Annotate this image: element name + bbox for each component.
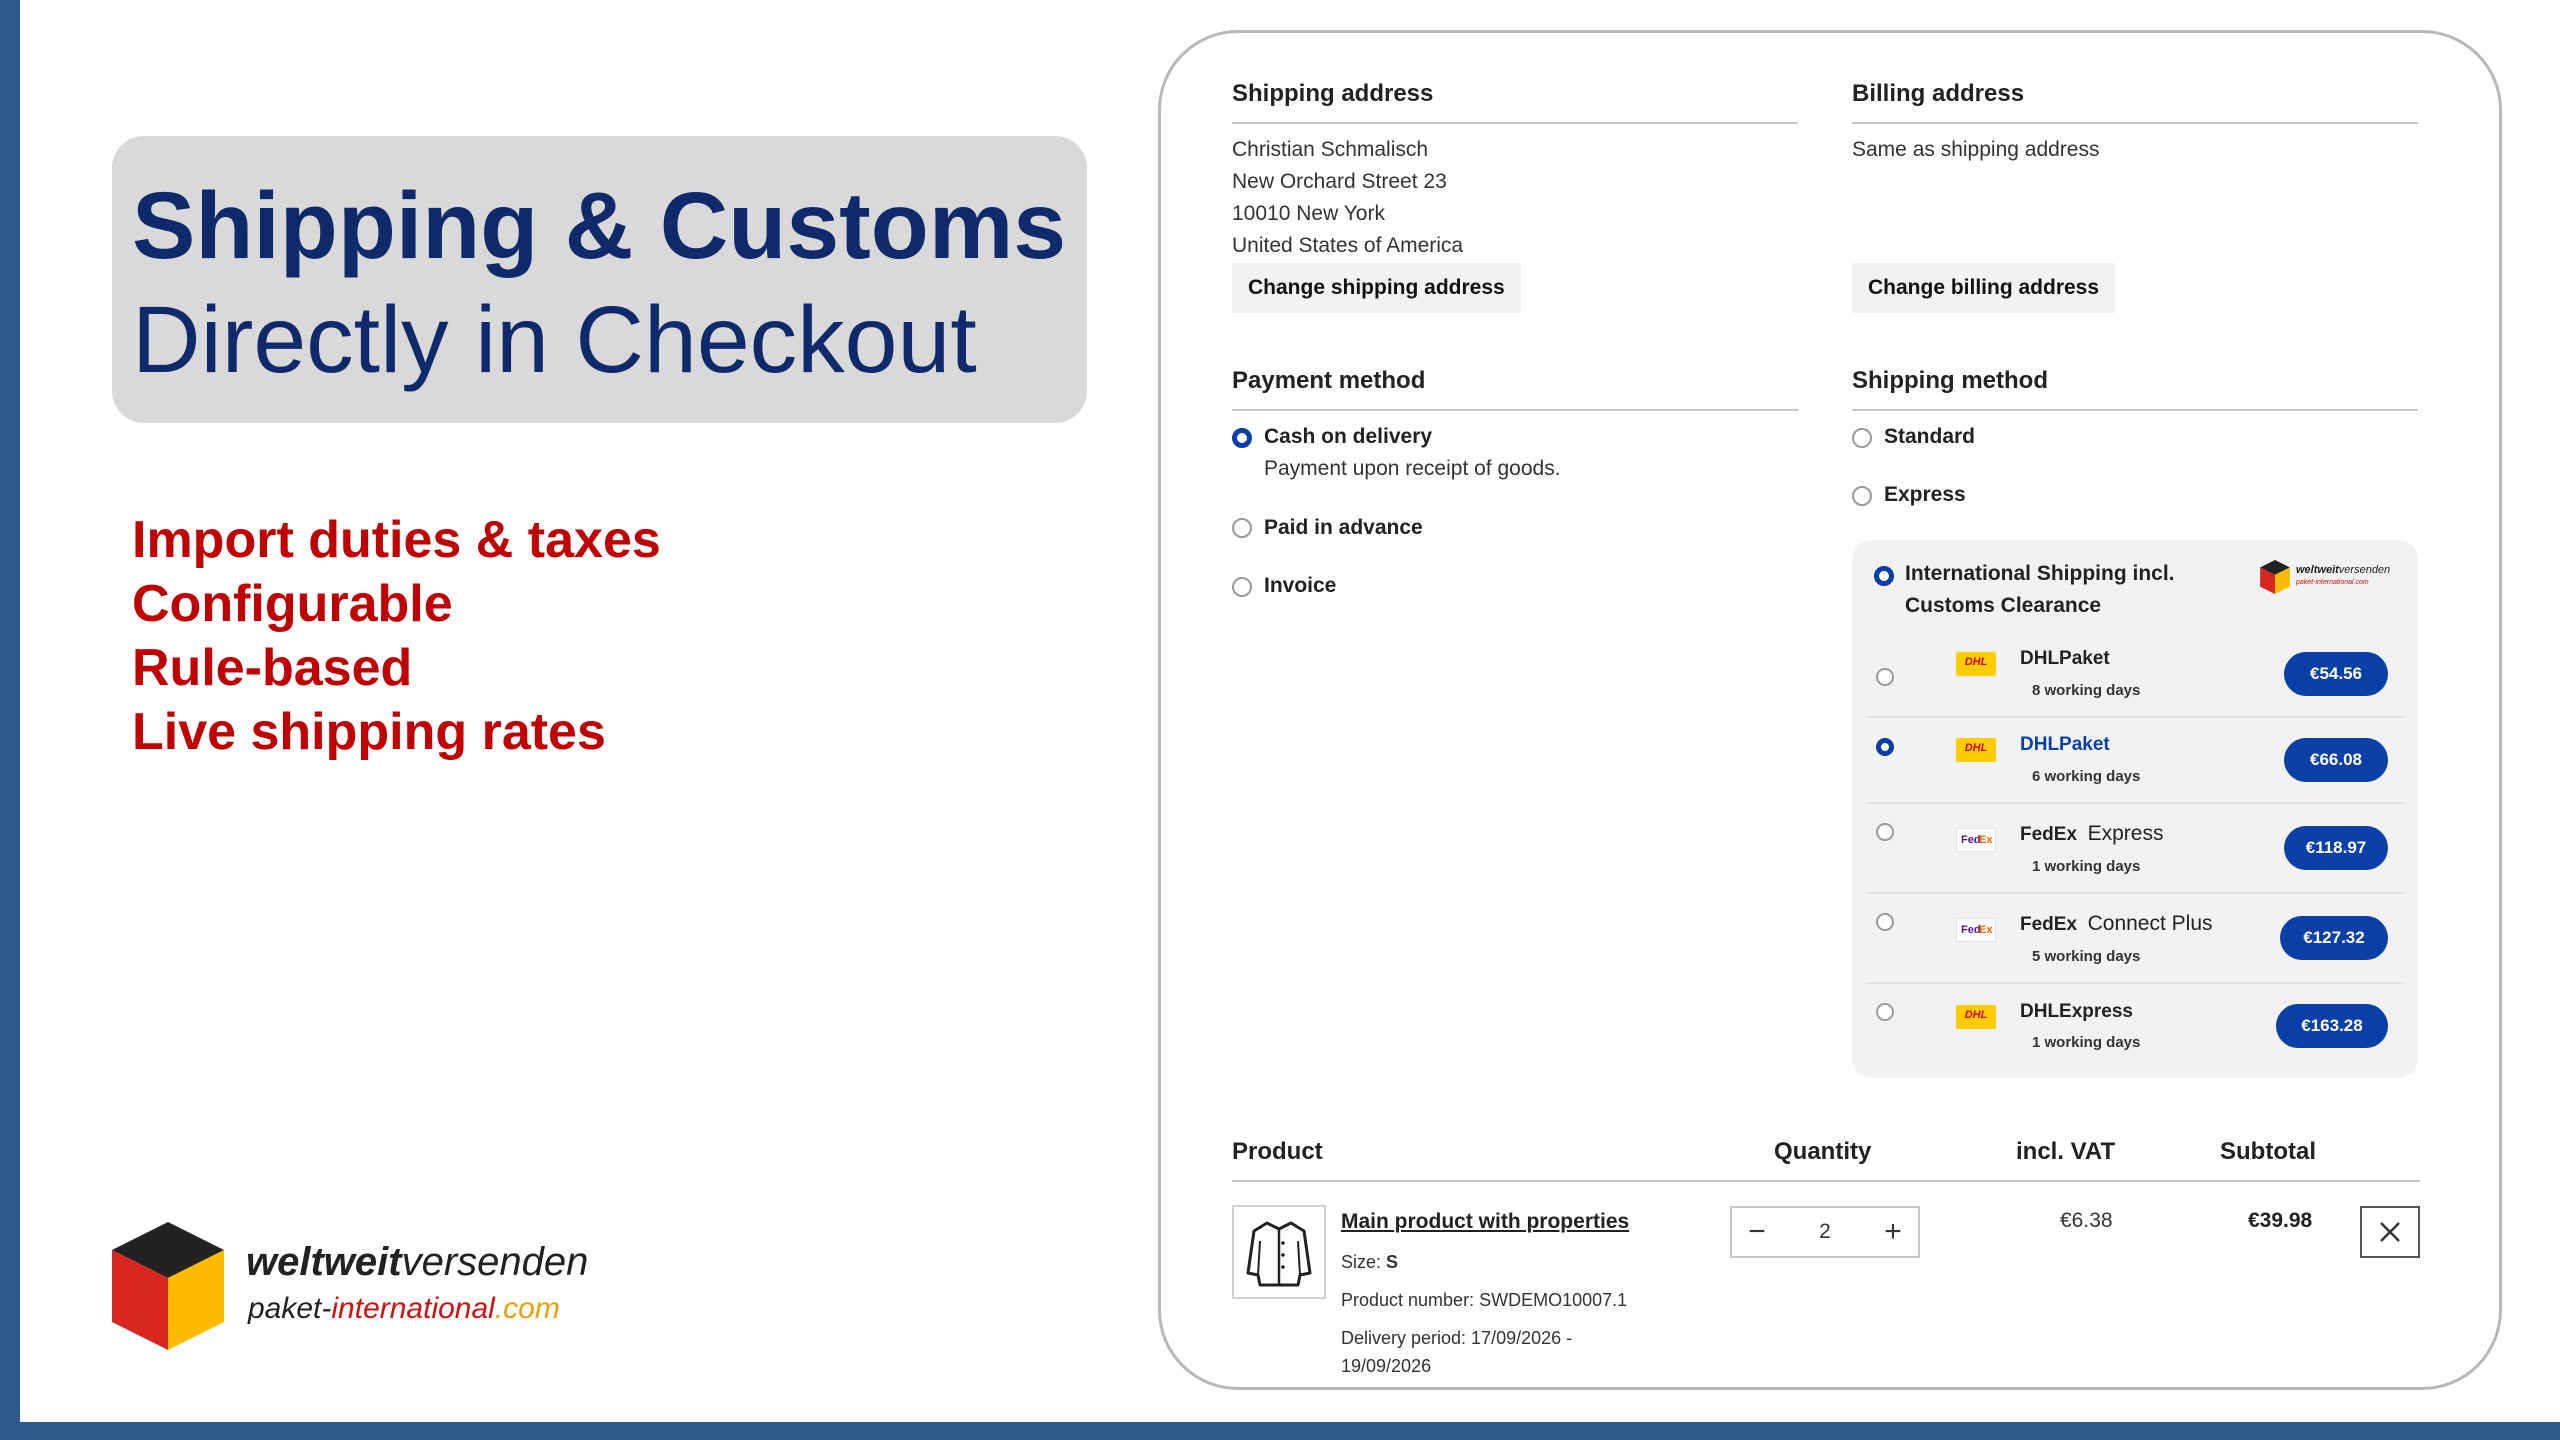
frame-bottom-bar — [0, 1422, 2560, 1440]
hero-subtitle: Directly in Checkout — [132, 287, 977, 393]
product-number: Product number: SWDEMO10007.1 — [1341, 1290, 1628, 1310]
address-line: New Orchard Street 23 — [1232, 170, 1447, 193]
carrier-price-button[interactable]: €127.32 — [2280, 916, 2388, 960]
carrier-days: 6 working days — [2032, 768, 2141, 785]
product-size: Size: S — [1341, 1252, 1399, 1272]
address-line: 10010 New York — [1232, 202, 1385, 225]
payment-option-label[interactable]: Cash on delivery — [1264, 425, 1433, 448]
carrier-name: FedEx Express — [2020, 822, 2164, 845]
cart-header-quantity: Quantity — [1774, 1138, 1872, 1165]
divider — [1852, 122, 2418, 124]
item-subtotal: €39.98 — [2248, 1209, 2313, 1232]
cart-header-product: Product — [1232, 1138, 1323, 1165]
frame-left-bar — [0, 0, 20, 1440]
shipping-option-label[interactable]: Standard — [1884, 425, 1976, 448]
divider — [1867, 802, 2403, 804]
cube-logo-icon — [112, 1222, 224, 1350]
shipping-radio-standard[interactable] — [1852, 428, 1872, 448]
feature-item: Import duties & taxes — [132, 511, 661, 569]
close-icon — [2362, 1208, 2418, 1256]
carrier-days: 1 working days — [2032, 1034, 2141, 1051]
payment-option-label[interactable]: Invoice — [1264, 574, 1337, 597]
shipping-option-label[interactable]: Express — [1884, 483, 1966, 506]
carrier-price-button[interactable]: €163.28 — [2276, 1004, 2388, 1048]
carrier-name: DHLPaket — [2020, 648, 2110, 669]
feature-item: Configurable — [132, 575, 453, 633]
dhl-logo-icon: DHL — [1956, 652, 1996, 676]
shipping-method-title: Shipping method — [1852, 367, 2048, 394]
divider — [1867, 892, 2403, 894]
carrier-radio[interactable] — [1876, 1003, 1894, 1021]
logo-domain: paket-international.com — [2296, 579, 2369, 586]
dhl-logo-icon: DHL — [1956, 1005, 1996, 1029]
divider — [1852, 409, 2418, 411]
carrier-price-button[interactable]: €118.97 — [2284, 826, 2388, 870]
carrier-price-button[interactable]: €54.56 — [2284, 652, 2388, 696]
billing-address-text: Same as shipping address — [1852, 138, 2100, 161]
minus-icon[interactable]: − — [1748, 1215, 1766, 1248]
product-delivery-period: Delivery period: 17/09/2026 - — [1341, 1328, 1573, 1348]
dhl-logo-icon: DHL — [1956, 738, 1996, 762]
shipping-radio-express[interactable] — [1852, 486, 1872, 506]
payment-radio-advance[interactable] — [1232, 518, 1252, 538]
divider — [1232, 409, 1798, 411]
jacket-icon — [1234, 1207, 1324, 1297]
carrier-days: 8 working days — [2032, 682, 2141, 699]
change-shipping-address-button[interactable]: Change shipping address — [1232, 263, 1521, 313]
carrier-name: DHLExpress — [2020, 1001, 2133, 1022]
carrier-radio[interactable] — [1876, 738, 1894, 756]
brand-logo — [112, 1222, 632, 1352]
carrier-days: 5 working days — [2032, 948, 2141, 965]
feature-list — [132, 508, 661, 764]
product-name-link[interactable]: Main product with properties — [1341, 1210, 1630, 1233]
carrier-days: 1 working days — [2032, 858, 2141, 875]
payment-option-label[interactable]: Paid in advance — [1264, 516, 1423, 539]
carrier-name: FedEx Connect Plus — [2020, 912, 2213, 935]
international-shipping-label[interactable]: Customs Clearance — [1905, 594, 2102, 617]
carrier-radio[interactable] — [1876, 823, 1894, 841]
item-vat: €6.38 — [2060, 1209, 2113, 1232]
international-shipping-box — [1852, 540, 2418, 1078]
billing-address-title: Billing address — [1852, 80, 2025, 107]
plus-icon[interactable]: + — [1884, 1215, 1902, 1248]
carrier-radio[interactable] — [1876, 668, 1894, 686]
change-billing-address-button[interactable]: Change billing address — [1852, 263, 2115, 313]
shipping-radio-international[interactable] — [1874, 566, 1894, 586]
brand-domain: paket-international.com — [248, 1292, 560, 1325]
hero-card — [112, 136, 1087, 423]
feature-item: Live shipping rates — [132, 703, 606, 761]
brand-name: weltweitversenden — [246, 1240, 589, 1284]
hero-title: Shipping & Customs — [132, 173, 1067, 279]
quantity-stepper[interactable] — [1730, 1206, 1920, 1258]
fedex-logo-icon: Fed Ex — [1956, 918, 1996, 942]
quantity-value[interactable]: 2 — [1819, 1220, 1831, 1243]
international-shipping-label[interactable]: International Shipping incl. — [1905, 562, 2175, 585]
address-line: Christian Schmalisch — [1232, 138, 1429, 161]
carrier-name: DHLPaket — [2020, 734, 2110, 755]
payment-radio-invoice[interactable] — [1232, 577, 1252, 597]
product-delivery-period: 19/09/2026 — [1341, 1356, 1432, 1376]
cube-logo-icon — [2260, 560, 2290, 594]
divider — [1232, 122, 1798, 124]
shipping-address-title: Shipping address — [1232, 80, 1434, 107]
remove-item-button[interactable] — [2360, 1206, 2420, 1258]
payment-option-desc: Payment upon receipt of goods. — [1264, 457, 1561, 480]
payment-radio-cash[interactable] — [1232, 428, 1252, 448]
cart-header-vat: incl. VAT — [2016, 1138, 2116, 1165]
payment-method-title: Payment method — [1232, 367, 1426, 394]
product-thumbnail[interactable] — [1232, 1205, 1326, 1299]
fedex-logo-icon: Fed Ex — [1956, 828, 1996, 852]
divider — [1867, 982, 2403, 984]
weltweitversenden-logo — [2260, 560, 2400, 600]
divider — [1867, 716, 2403, 718]
carrier-radio[interactable] — [1876, 913, 1894, 931]
carrier-price-button[interactable]: €66.08 — [2284, 738, 2388, 782]
feature-item: Rule-based — [132, 639, 413, 697]
address-line: United States of America — [1232, 234, 1464, 257]
cart-header-subtotal: Subtotal — [2220, 1138, 2316, 1165]
logo-name: weltweitversenden — [2296, 564, 2391, 576]
divider — [1232, 1180, 2420, 1182]
